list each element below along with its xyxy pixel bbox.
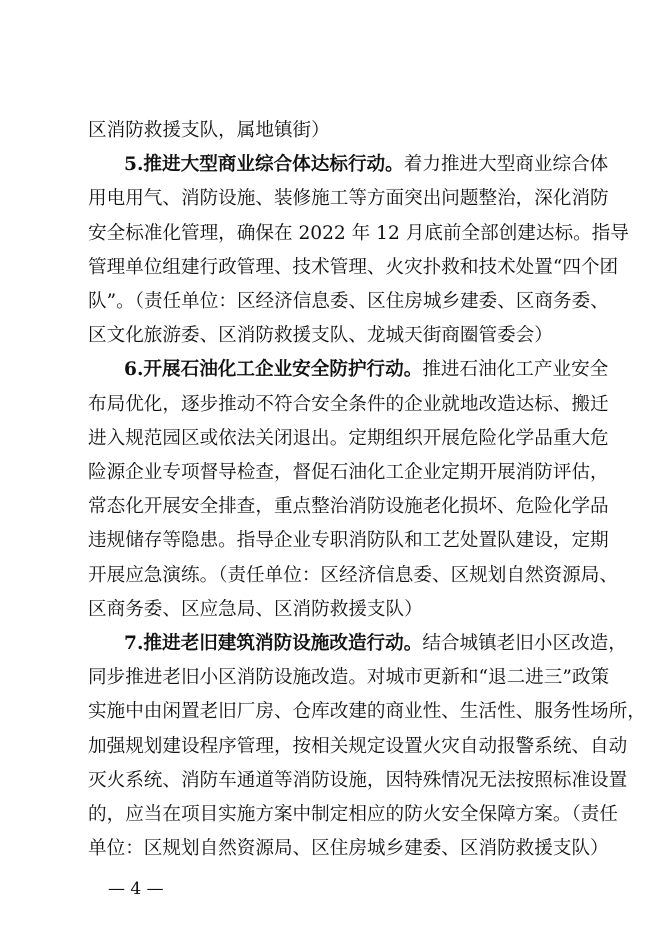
paragraph-line: 险源企业专项督导检查，督促石油化工企业定期开展消防评估，	[88, 462, 609, 483]
paragraph-line: 区文化旅游委、区消防救援支队、龙城天街商圈管委会）	[88, 325, 553, 347]
paragraph-line: 安全标准化管理，确保在 2022 年 12 月底前全部创建达标。指导	[88, 222, 629, 244]
paragraph-line: 队”。（责任单位：区经济信息委、区住房城乡建委、区商务委、	[88, 291, 609, 312]
paragraph-line: 的，应当在项目实施方案中制定相应的防火安全保障方案。（责任	[88, 804, 618, 825]
paragraph-line: 布局优化，逐步推动不符合安全条件的企业就地改造达标、搬迁	[88, 393, 609, 415]
paragraph-line	[88, 119, 588, 143]
paragraph-line: 开展应急演练。（责任单位：区经济信息委、区规划自然资源局、	[88, 564, 618, 586]
paragraph-line: 灭火系统、消防车通道等消防设施，因特殊情况无法按照标准设置	[88, 769, 628, 791]
paragraph-line: 加强规划建设程序管理，按相关规定设置火灾自动报警系统、自动	[88, 735, 628, 757]
paragraph-line: 违规储存等隐患。指导企业专职消防队和工艺处置队建设，定期	[88, 530, 609, 552]
paragraph-line: 同步推进老旧小区消防设施改造。对城市更新和“退二进三”政策	[88, 667, 610, 689]
body-text: 区消防救援支队，属地镇街）	[88, 120, 330, 141]
section-heading: 6.开展石油化工企业安全防护行动。	[124, 359, 423, 381]
paragraph-line	[124, 358, 609, 382]
paragraph-line: 用电用气、消防设施、装修施工等方面突出问题整治，深化消防	[88, 188, 609, 210]
body-text: 着力推进大型商业综合体	[403, 154, 609, 176]
paragraph-line: 进入规范园区或依法关闭退出。定期组织开展危险化学品重大危	[88, 427, 609, 449]
page-number: — 4 —	[108, 879, 164, 900]
body-text: 结合城镇老旧小区改造，	[422, 633, 627, 654]
paragraph-line: 常态化开展安全排查，重点整治消防设施老化损坏、危险化学品	[88, 496, 609, 518]
section-heading: 5.推进大型商业综合体达标行动。	[124, 154, 404, 176]
paragraph-line: 区商务委、区应急局、区消防救援支队）	[88, 598, 423, 620]
section-heading: 7.推进老旧建筑消防设施改造行动。	[124, 633, 423, 654]
paragraph-line: 单位：区规划自然资源局、区住房城乡建委、区消防救援支队）	[88, 838, 609, 860]
paragraph-line	[124, 632, 627, 656]
body-text: 推进石油化工产业安全	[422, 359, 609, 381]
paragraph-line: 实施中由闲置老旧厂房、仓库改建的商业性、生活性、服务性场所，	[88, 701, 646, 723]
paragraph-line	[124, 153, 609, 177]
paragraph-line: 管理单位组建行政管理、技术管理、火灾扑救和技术处置“四个团	[88, 256, 619, 278]
